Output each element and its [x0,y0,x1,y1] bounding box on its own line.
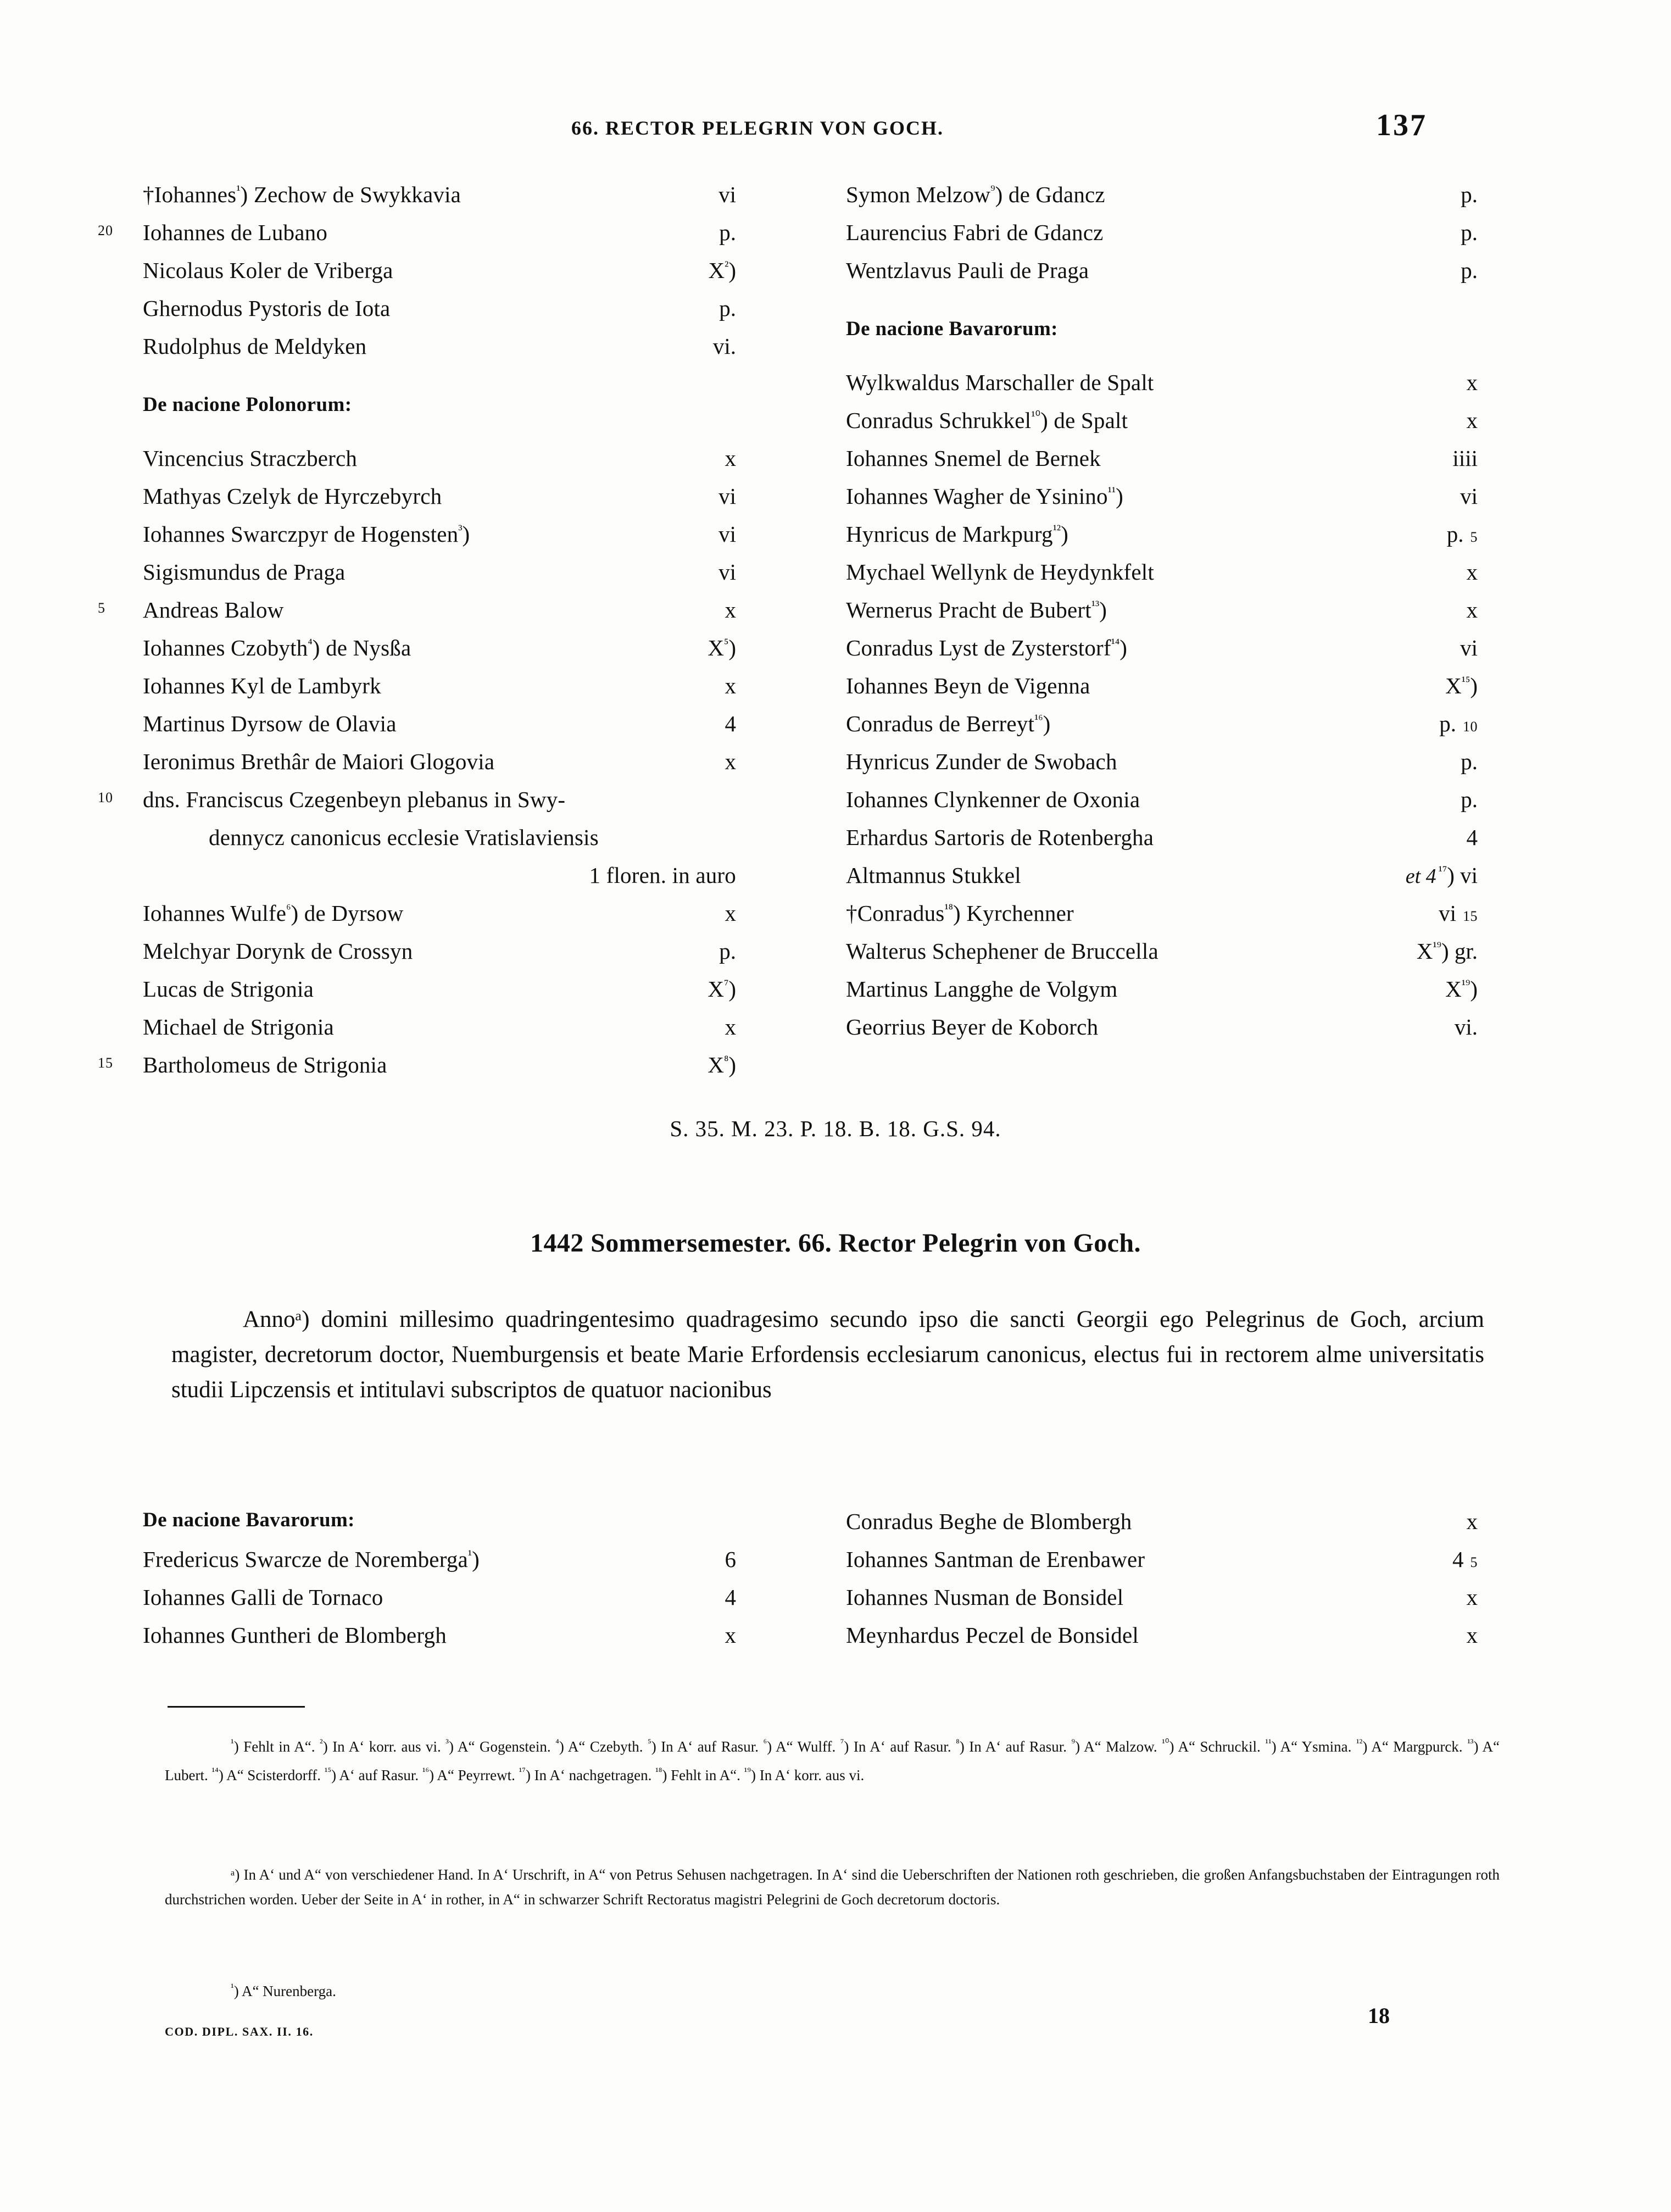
entry-fee: $X^{^5}$) [708,635,736,660]
footnote-marker: ¹⁸ [655,1766,662,1777]
entry-fee: p. [719,938,736,964]
entry-fee: vi. [1454,1014,1478,1040]
footnote-marker: ¹⁰ [1031,409,1041,424]
register-entry [143,181,791,219]
folio-number: 18 [1368,2003,1390,2028]
footnote-marker: ¹⁹ [744,1766,751,1777]
page-number: 137 [1376,108,1427,142]
register-entry [143,673,791,710]
register-entry [143,748,791,786]
line-number-marker: 15 [1463,908,1478,924]
footnote-marker: ⁴ [308,636,313,651]
totals-line: S. 35. M. 23. P. 18. B. 18. G.S. 94. [670,1116,1001,1141]
entry-name: Iohannes Czobyth$^{^4}$) de Nysßa [143,635,411,660]
section-heading-polonorum [143,393,791,431]
entry-fee: 4 [725,1585,736,1610]
register-one-left-column [98,181,791,1090]
footnote-marker: ⁷ [723,977,729,992]
footnote-marker: ³ [445,1737,449,1749]
entry-name: Iohannes Swarczpyr de Hogensten$^{^3}$) [143,521,470,547]
entry-name: dns. Franciscus Czegenbeyn plebanus in Swy- [143,787,566,812]
footnote-marker: ¹⁴ [211,1766,219,1777]
entry-fee: x [1466,1622,1478,1648]
entry-name: Conradus Lyst de Zysterstorf$^{^{14}}$) [846,635,1128,660]
footnote-marker: ¹⁷ [519,1766,526,1777]
footnote-marker: ¹² [1356,1737,1363,1749]
entry-name: Lucas de Strigonia [143,976,314,1002]
entry-name: Bartholomeus de Strigonia [143,1052,387,1077]
entry-name: Iohannes Beyn de Vigenna [846,673,1090,698]
entry-list-gdancz [846,181,1560,295]
line-number-marker: 10 [98,790,113,805]
section-title: 1442 Sommersemester. 66. Rector Pelegrin von Goch. [530,1229,1141,1258]
entry-fee: $X^{^7}$) [708,976,736,1002]
register-entry [143,257,791,295]
entry-fee: $X^{^2}$) [708,258,736,283]
register-entry [98,786,791,824]
register-entry [143,333,791,371]
entry-fee: p. [1461,182,1478,207]
register-entry [846,521,1560,559]
entry-name: Wentzlavus Pauli de Praga [846,258,1089,283]
register-entry [143,445,791,483]
footnote-marker: ¹⁹ [1433,940,1441,954]
entry-fee: p. [1461,258,1478,283]
footnote-marker: ² [319,1737,323,1749]
register-entry [846,976,1560,1014]
entry-name: Conradus de Berreyt$^{^{16}}$) [846,711,1051,736]
entry-fee: x [725,673,736,698]
footnote-marker: ⁹ [990,183,995,198]
footnote-marker: ³ [458,523,463,537]
entry-name: Iohannes Santman de Erenbawer [846,1547,1145,1572]
register-entry [846,1584,1560,1622]
entry-name: Vincencius Straczberch [143,446,358,471]
footnote-marker: ⁸ [956,1737,960,1749]
register-entry [143,295,791,333]
entry-fee: 4 [1466,825,1478,850]
entry-fee: vi [1460,635,1478,660]
footnote-marker: ⁶ [286,902,291,916]
footnote-marker: ¹⁶ [422,1766,430,1777]
register-entry [846,673,1560,710]
entry-name: Melchyar Dorynk de Crossyn [143,938,413,964]
entry-name: Conradus Schrukkel$^{^{10}}$) de Spalt [846,408,1128,433]
footnote-b: $^{^1}$) A“ Nurenberga. [231,1982,336,1999]
register-entry [846,1546,1560,1584]
register-entry [846,1508,1560,1546]
entry-list-bavarorum-2 [143,1546,791,1660]
entry-fee: 4 [725,711,736,736]
entry-name: Andreas Balow [143,597,284,623]
register-entry [98,219,791,257]
register-entry [143,710,791,748]
footnote-marker: ¹⁷ [1438,864,1447,879]
register-entry [846,219,1560,257]
entry-fee: p. [1461,787,1478,812]
entry-fee: vi [718,521,736,547]
register-entry [98,1052,791,1090]
entry-fee: p. 10 [1439,711,1478,736]
spacer [846,295,1560,317]
entry-fee: p. [719,296,736,321]
entry-name: Michael de Strigonia [143,1014,334,1040]
entry-name: †Conradus$^{^{18}}$) Kyrchenner [846,901,1074,926]
register-one-right-column [846,181,1560,1052]
entry-name: Martinus Dyrsow de Olavia [143,711,397,736]
register-entry [846,1014,1560,1052]
entry-fee: x [1466,1509,1478,1534]
entry-list-bavarorum [846,369,1560,1052]
entry-fee: x [1466,1585,1478,1610]
footnote-marker: ⁶ [763,1737,767,1749]
footnote-marker: ⁵ [723,636,729,651]
register-entry [143,1584,791,1622]
register-entry [143,976,791,1014]
footnote-marker: ¹⁴ [1111,636,1120,651]
entry-name: Iohannes de Lubano [143,220,328,245]
register-entry [846,257,1560,295]
footnote-marker: ⁴ [555,1737,559,1749]
line-number-marker: 10 [1463,719,1478,735]
register-entry [846,938,1560,976]
entry-fee: $X^{^{19}}$) [1445,976,1478,1002]
entry-fee: 6 [725,1547,736,1572]
footnote-marker: ¹⁰ [1162,1737,1169,1749]
entry-name: Martinus Langghe de Volgym [846,976,1118,1002]
colophon: COD. DIPL. SAX. II. 16. [165,2025,314,2038]
line-number-marker: 5 [1470,529,1478,545]
entry-fee: x [1466,597,1478,623]
register-entry [846,748,1560,786]
register-entry [143,635,791,673]
register-entry [846,635,1560,673]
entry-name: Iohannes Clynkenner de Oxonia [846,787,1140,812]
register-entry [143,900,791,938]
register-entry [143,483,791,521]
entry-name: Hynricus Zunder de Swobach [846,749,1117,774]
entry-name: Mathyas Czelyk de Hyrczebyrch [143,483,442,509]
entry-fee: x [1466,559,1478,585]
entry-name: Mychael Wellynk de Heydynkfelt [846,559,1154,585]
footnote-marker: ¹ [236,183,241,198]
entry-name: 1 floren. in auro [589,863,736,888]
entry-name: Wernerus Pracht de Bubert$^{^{13}}$) [846,597,1107,623]
register-entry [846,597,1560,635]
footnote-marker: ¹² [1052,523,1061,537]
line-number-marker: 20 [98,223,113,238]
entry-fee: $X^{^{15}}$) [1445,673,1478,698]
entry-list-bavarorum-3 [846,1508,1560,1660]
entry-fee: x [725,1622,736,1648]
entry-name: Iohannes Guntheri de Blombergh [143,1622,447,1648]
register-entry [846,407,1560,445]
footnote-marker: ¹¹ [1107,485,1116,499]
footnote-rule [168,1706,305,1708]
footnote-marker: ⁸ [723,1053,729,1068]
footnote-marker: ¹ [467,1548,472,1563]
footnote-marker: ¹⁶ [1034,712,1043,727]
entry-name: Meynhardus Peczel de Bonsidel [846,1622,1139,1648]
register-entry [846,786,1560,824]
entry-name: Iohannes Snemel de Bernek [846,446,1101,471]
entry-name: Nicolaus Koler de Vriberga [143,258,393,283]
line-number-marker: 5 [98,600,105,616]
entry-fee: vi [718,559,736,585]
register-entry [143,1546,791,1584]
entry-name: Symon Melzow$^{^9}$) de Gdancz [846,182,1105,207]
register-entry [143,1014,791,1052]
register-entry [98,597,791,635]
register-entry [846,824,1560,862]
section-heading-bavarorum-2 [143,1508,791,1546]
footnote-marker: ⁷ [840,1737,844,1749]
spacer [143,431,791,445]
entry-fee: x [725,749,736,774]
entry-fee: $X^{^{19}}$) gr. [1416,938,1478,964]
register-entry [846,862,1560,900]
footnote-marker: ¹³ [1467,1737,1474,1749]
register-entry [846,483,1560,521]
register-entry [846,369,1560,407]
entry-name: Georrius Beyer de Koborch [846,1014,1099,1040]
entry-name: Iohannes Kyl de Lambyrk [143,673,381,698]
entry-name: Iohannes Nusman de Bonsidel [846,1585,1124,1610]
register-entry [143,1622,791,1660]
section-heading-bavarorum [846,317,1560,355]
entry-fee: iiii [1452,446,1478,471]
entry-name: Ieronimus Brethâr de Maiori Glogovia [143,749,495,774]
register-two-left-column [143,1508,791,1660]
register-entry [846,900,1560,938]
section-heading-label: De nacione Bavarorum: [846,318,1058,340]
register-entry [143,862,791,900]
entry-name: dennycz canonicus ecclesie Vratislaviensis [209,825,599,850]
entry-name: Iohannes Galli de Tornaco [143,1585,383,1610]
entry-name: Erhardus Sartoris de Rotenbergha [846,825,1154,850]
entry-name: Altmannus Stukkel [846,863,1021,888]
footnote-marker: ¹ [231,1982,234,1993]
entry-fee: et 4 $^{^{17}}$) vi [1405,863,1478,888]
entry-fee: vi 15 [1439,901,1478,926]
register-entry [143,559,791,597]
entry-name: Iohannes Wulfe$^{^6}$) de Dyrsow [143,901,404,926]
footnote-marker: ¹¹ [1265,1737,1272,1749]
spacer [143,371,791,393]
entry-fee: x [725,901,736,926]
entry-fee: x [725,446,736,471]
footnote-marker: ⁹ [1071,1737,1076,1749]
register-entry [846,181,1560,219]
register-entry [143,824,791,862]
entry-name: †Iohannes$^{^1}$) Zechow de Swykkavia [143,182,461,207]
section-heading-label: De nacione Bavarorum: [143,1509,355,1531]
footnote-marker: ⁵ [648,1737,651,1749]
entry-fee: x [725,1014,736,1040]
entry-name: Fredericus Swarcze de Noremberga$^{^1}$) [143,1547,480,1572]
entry-fee: p. [719,220,736,245]
entry-fee: p. [1461,749,1478,774]
footnote-marker: ¹ [231,1737,234,1749]
register-entry [846,1622,1560,1660]
register-entry [143,938,791,976]
entry-name: Laurencius Fabri de Gdancz [846,220,1104,245]
spacer [846,355,1560,369]
entry-list-continued [98,181,791,371]
entry-fee: x [725,597,736,623]
footnote-marker: ¹⁸ [944,902,954,916]
footnote-marker: ¹⁵ [1461,674,1471,689]
footnote-a: ᵃ) In A‘ und A“ von verschiedener Hand. In A‘ Urschrift, in A“ von Petrus Sehusen nachgetragen. In A‘ sind die Ueberschriften der Nationen roth geschrieben, die großen Anfangsbuchstaben der Eintragungen roth durchstrichen worden. Ueber der Seite in A‘ in rother, in A“ in schwarzer Schrift Rectoratus magistri Pelegrini de Goch decretorum doctoris. [165,1866,1500,1908]
entry-fee: vi [718,182,736,207]
entry-name: Hynricus de Markpurg$^{^{12}}$) [846,521,1068,547]
entry-fee: p. 5 [1446,521,1478,547]
register-two-right-column [846,1508,1560,1660]
entry-name: Iohannes Wagher de Ysinino$^{^{11}}$) [846,483,1123,509]
entry-fee: p. [1461,220,1478,245]
line-number-marker: 15 [98,1055,113,1071]
entry-fee: x [1466,408,1478,433]
entry-name: Wylkwaldus Marschaller de Spalt [846,370,1154,395]
entry-fee: $X^{^8}$) [708,1052,736,1077]
entry-name: Sigismundus de Praga [143,559,346,585]
entry-name: Rudolphus de Meldyken [143,334,367,359]
entry-fee: vi [718,483,736,509]
register-entry [846,445,1560,483]
body-paragraph: Annoᵃ) domini millesimo quadringentesimo quadragesimo secundo ipso die sancti Georgii ego Pelegrinus de Goch, arcium magister, decretorum doctor, Nuemburgensis et beate Marie Erfordensis ecclesiarum canonicus, electus fui in rectorem alme universitatis studii Lipczensis et intitulavi subscriptos de quatuor nacionibus [171,1307,1484,1403]
entry-fee: vi [1460,483,1478,509]
footnote-numbered: $^{^1}$) Fehlt in A“. $^{^2}$) In A‘ korr. aus vi. $^{^3}$) A“ Gogenstein. $^{^4}$) A“ Czebyth. $^{^5}$) In A‘ auf Rasur. $^{^6}$) A“ Wulff. $^{^7}$) In A‘ auf Rasur. $^{^8}$) In A‘ auf Rasur. $^{^9}$) A“ Malzow. $^{^{10}}$) A“ Schruckil. $^{^{11}}$) A“ Ysmina. $^{^{12}}$) A“ Margpurck. $^{^{13}}$) A“ Lubert. $^{^{14}}$) A“ Scisterdorff. $^{^{15}}$) A‘ auf Rasur. $^{^{16}}$) A“ Peyrrewt. $^{^{17}}$) In A‘ nachgetragen. $^{^{18}}$) Fehlt in A“. $^{^{19}}$) In A‘ korr. aus vi. [165,1737,1500,1783]
register-entry [846,710,1560,748]
entry-fee: 4 5 [1452,1547,1478,1572]
footnote-marker: ² [725,259,729,274]
footnote-marker: ¹⁹ [1461,977,1471,992]
entry-name: Conradus Beghe de Blombergh [846,1509,1132,1534]
line-number-marker: 5 [1470,1554,1478,1570]
entry-list-polonorum [98,445,791,1090]
entry-fee: vi. [712,334,736,359]
entry-fee: x [1466,370,1478,395]
footnote-marker: ¹⁵ [324,1766,332,1777]
register-entry [143,521,791,559]
register-entry [846,559,1560,597]
section-heading-label: De nacione Polonorum: [143,393,352,416]
footnote-marker: ¹³ [1091,598,1100,613]
entry-name: Walterus Schephener de Bruccella [846,938,1158,964]
running-head-title: 66. RECTOR PELEGRIN VON GOCH. [571,117,944,139]
entry-name: Ghernodus Pystoris de Iota [143,296,391,321]
